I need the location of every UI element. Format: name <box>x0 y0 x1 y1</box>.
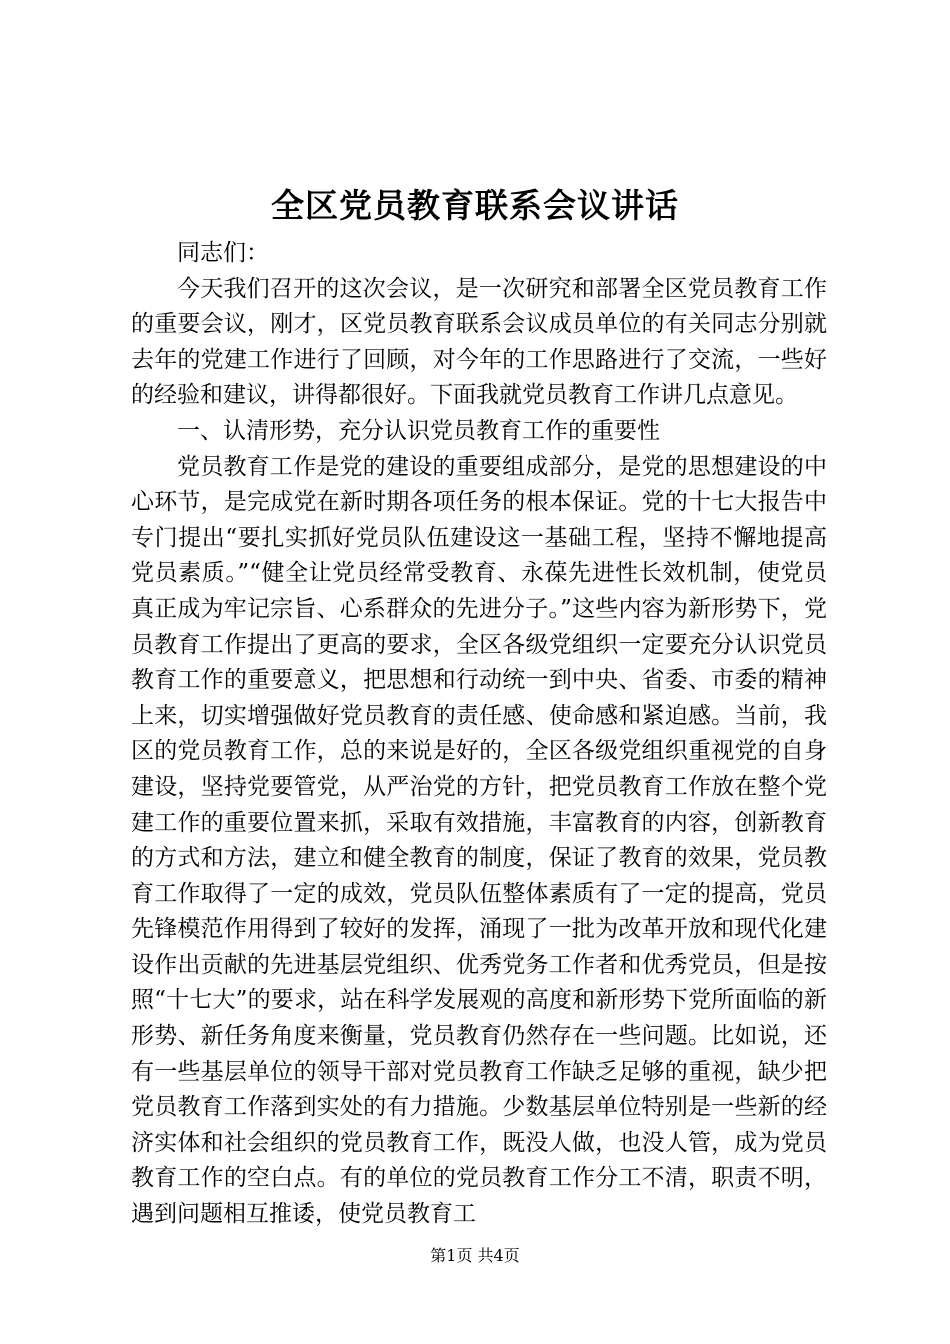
page-footer: 第1页 共4页 <box>430 1246 520 1265</box>
greeting: 同志们： <box>177 240 269 266</box>
paragraph-section-1: 党员教育工作是党的建设的重要组成部分，是党的思想建设的中心环节，是完成党在新时期各项任务的根本保证。党的十七大报告中专门提出“要扎实抓好党员队伍建设这一基础工程，坚持不懈地提高党员素质。”“健全让党员经常受教育、永葆先进性长效机制，使党员真正成为牢记宗旨、心系群众的先进分子。”这些内容为新形势下，党员教育工作提出了更高的要求，全区各级党组织一定要充分认识党员教育工作的重要意义，把思想和行动统一到中央、省委、市委的精神上来，切实增强做好党员教育的责任感、使命感和紧迫感。当前，我区的党员教育工作，总的来说是好的，全区各级党组织重视党的自身建设，坚持党要管党，从严治党的方针，把党员教育工作放在整个党建工作的重要位置来抓，采取有效措施，丰富教育的内容，创新教育的方式和方法，建立和健全教育的制度，保证了教育的效果，党员教育工作取得了一定的成效，党员队伍整体素质有了一定的提高，党员先锋模范作用得到了较好的发挥，涌现了一批为改革开放和现代化建设作出贡献的先进基层党组织、优秀党务工作者和优秀党员，但是按照“十七大”的要求，站在科学发展观的高度和新形势下党所面临的新形势、新任务角度来衡量，党员教育仍然存在一些问题。比如说，还有一些基层单位的领导干部对党员教育工作缺乏足够的重视，缺少把党员教育工作落到实处的有力措施。少数基层单位特别是一些新的经济实体和社会组织的党员教育工作，既没人做，也没人管，成为党员教育工作的空白点。有的单位的党员教育工作分工不清，职责不明，遇到问题相互推诿，使党员教育工 <box>131 453 827 1228</box>
section-heading-1: 一、认清形势，充分认识党员教育工作的重要性 <box>177 417 660 444</box>
document-body <box>131 236 827 1233</box>
document-title: 全区党员教育联系会议讲话 <box>271 186 679 225</box>
paragraph-intro: 今天我们召开的这次会议，是一次研究和部署全区党员教育工作的重要会议，刚才，区党员教育联系会议成员单位的有关同志分别就去年的党建工作进行了回顾，对今年的工作思路进行了交流，一些好的经验和建议，讲得都很好。下面我就党员教育工作讲几点意见。 <box>131 275 827 409</box>
